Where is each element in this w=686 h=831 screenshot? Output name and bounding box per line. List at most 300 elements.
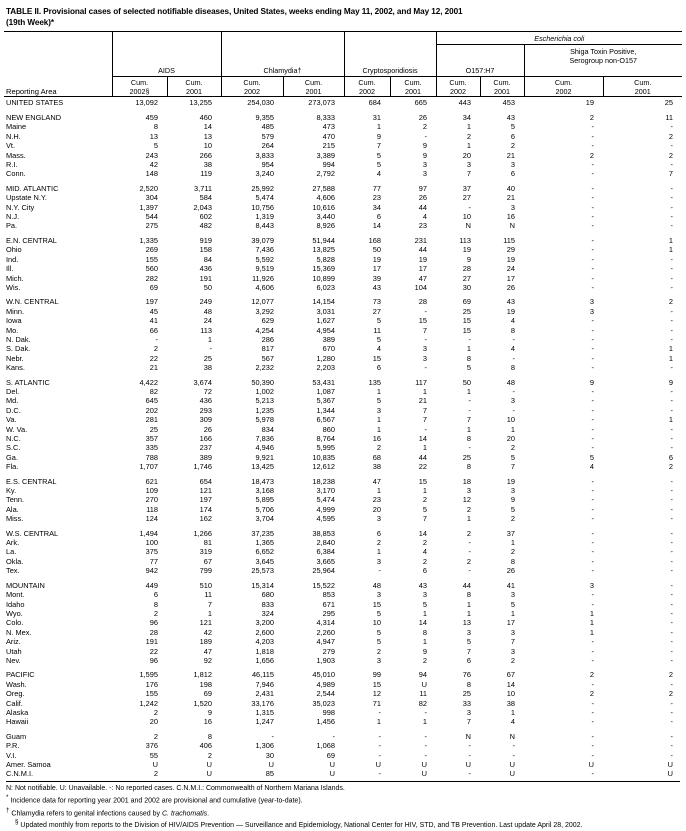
row-value-cell: 2 [422,556,427,566]
table-row [4,122,682,131]
hdr-year-label: 2002§ [129,86,150,96]
row-value-cell: 1,456 [316,717,335,727]
row-value-cell: 96 [149,655,158,665]
row-area-label: Mich. [6,273,24,283]
table-row [4,717,682,726]
row-value-cell: 3 [589,306,594,316]
row-value-cell: 1,235 [255,405,274,415]
row-value-cell: 11 [419,689,427,699]
row-value-cell: 1,335 [139,235,158,245]
row-value-cell: - [670,750,673,760]
row-value-cell: 15,314 [251,580,274,590]
row-value-cell: 21 [506,150,515,160]
row-value-cell: 99 [372,670,381,680]
hdr-cum-label: Cum. [554,78,573,88]
row-value-cell: 176 [145,679,158,689]
row-value-cell: - [512,386,515,396]
row-value-cell: 335 [145,443,158,453]
row-value-cell: - [468,547,471,557]
row-area-label: Oreg. [6,689,25,699]
row-value-cell: 28 [149,627,158,637]
row-value-cell: 4 [510,717,515,727]
table-row [4,495,682,504]
row-value-cell: 84 [203,254,212,264]
row-value-cell: 453 [502,98,515,107]
row-value-cell: 33 [462,698,471,708]
row-value-cell: 118 [146,504,158,514]
row-value-cell: - [670,434,673,443]
row-value-cell: - [670,590,673,600]
row-value-cell: 13,255 [189,98,212,107]
row-value-cell: 3,665 [316,556,335,566]
row-value-cell: 66 [149,325,158,335]
row-value-cell: 9,355 [255,113,274,122]
row-value-cell: 47 [372,476,381,486]
row-value-cell: 3 [510,646,515,656]
row-value-cell: 406 [199,741,212,751]
row-value-cell: 29 [506,245,515,255]
row-value-cell: 817 [261,344,274,354]
row-value-cell: 155 [145,689,158,699]
hdr-cum-label: Cum. [358,78,376,88]
row-value-cell: 9 [422,141,427,151]
hdr-group-cryptosporidiosis: Cryptosporidiosis [344,65,436,76]
row-value-cell: 4 [422,547,427,557]
row-value-cell: 14 [506,679,515,689]
row-area-label: Ind. [6,254,19,264]
row-area-label: Mo. [6,325,19,335]
row-value-cell: 8 [153,122,158,132]
table-row [4,628,682,637]
row-area-label: Pa. [6,221,18,231]
row-value-cell: - [468,443,471,453]
hdr-blank-corner-3 [4,65,112,76]
row-value-cell: 293 [199,405,212,415]
hdr-cum-label: Cum. [634,78,652,88]
row-value-cell: 37 [462,183,471,193]
hdr-group-chlamydia: Chlamydia† [221,65,344,76]
row-value-cell: 389 [322,334,335,344]
hdr-cum-label: Cum. [404,78,422,88]
row-value-cell: - [424,306,427,316]
row-value-cell: - [378,769,381,779]
footnote-2-symbol: † [6,806,10,814]
row-value-cell: 8,764 [316,434,335,443]
row-value-cell: - [591,334,594,344]
hdr-col-o157-2001 [480,76,524,97]
row-value-cell: 5,474 [316,495,335,505]
row-value-cell: 38 [506,698,515,708]
row-value-cell: 25 [664,98,673,107]
row-area-label: Conn. [6,169,26,179]
row-area-label: Nebr. [6,353,24,363]
row-value-cell: - [591,707,594,717]
row-value-cell: 33,176 [251,698,274,708]
row-value-cell: 8 [207,731,212,741]
row-value-cell: 1,002 [255,386,274,396]
row-area-label: N. Mex. [6,627,32,637]
row-value-cell: 357 [145,434,158,443]
footnote-1-symbol: * [6,794,9,802]
row-value-cell: 15,522 [312,580,335,590]
row-value-cell: 27,588 [312,183,335,193]
row-value-cell: 38 [203,160,212,170]
row-value-cell: 5,978 [255,415,274,425]
row-value-cell: 20 [149,717,158,727]
table-row [4,637,682,646]
table-row [4,656,682,665]
row-value-cell: 324 [261,608,274,618]
row-value-cell: 14 [203,122,212,132]
row-value-cell: 2 [668,297,673,307]
row-value-cell: 645 [145,396,158,406]
row-value-cell: 3 [510,627,515,637]
row-value-cell: - [670,608,673,618]
row-value-cell: 7 [422,405,427,415]
row-area-label: N. Dak. [6,334,31,344]
row-value-cell: 4,606 [255,282,274,292]
row-value-cell: 158 [199,245,212,255]
row-value-cell: 560 [145,264,158,274]
row-value-cell: 1 [589,608,594,618]
row-area-label: N.C. [6,434,21,443]
row-value-cell: 4,314 [316,618,335,628]
row-value-cell: 1 [422,637,427,647]
row-value-cell: 21 [149,363,158,373]
row-value-cell: 281 [145,415,158,425]
row-area-label: Wash. [6,679,27,689]
row-value-cell: 67 [506,670,515,680]
row-value-cell: 38,853 [312,528,335,538]
row-area-label: Ariz. [6,637,21,647]
row-value-cell: 21 [506,193,515,203]
table-row [4,477,682,486]
row-value-cell: 1 [510,608,515,618]
row-value-cell: 97 [418,183,427,193]
row-value-cell: 1 [466,514,471,524]
row-value-cell: 4 [422,212,427,222]
row-value-cell: 113 [200,325,212,335]
table-row [4,538,682,547]
row-value-cell: 10,835 [312,452,335,462]
table-row [4,307,682,316]
table-row [4,600,682,609]
row-value-cell: 1 [422,443,427,453]
row-value-cell: 2,431 [255,689,274,699]
row-value-cell: 2 [668,689,673,699]
row-value-cell: 148 [145,169,158,179]
row-value-cell: 6 [376,363,381,373]
table-row [4,680,682,689]
row-value-cell: 249 [199,297,212,307]
row-area-label: Colo. [6,618,24,628]
row-value-cell: 96 [149,618,158,628]
row-value-cell: U [421,679,427,689]
row-value-cell: 9 [376,131,381,141]
row-value-cell: 5,706 [255,504,274,514]
row-value-cell: 19 [506,306,515,316]
row-value-cell: 12,612 [312,462,335,472]
row-value-cell: 26 [418,193,427,203]
row-value-cell: 5,213 [255,396,274,406]
row-value-cell: 3 [422,169,427,179]
row-area-label: R.I. [6,160,18,170]
row-value-cell: - [591,160,594,170]
row-value-cell: 7,946 [255,679,274,689]
row-value-cell: 665 [414,98,427,107]
row-value-cell: 13,825 [312,245,335,255]
row-value-cell: 19 [506,254,515,264]
row-value-cell: - [670,707,673,717]
row-value-cell: 4,946 [255,443,274,453]
row-value-cell: 19 [418,254,427,264]
hdr-cum-label: Cum. [130,78,149,88]
row-value-cell: 73 [372,297,381,307]
row-value-cell: 50,390 [251,377,274,387]
row-value-cell: 5 [510,122,515,132]
row-value-cell: 3 [510,160,515,170]
row-value-cell: - [591,741,594,751]
row-value-cell: 12,077 [251,297,274,307]
row-value-cell: - [591,245,594,255]
row-value-cell: 8 [466,353,471,363]
row-value-cell: 2 [422,655,427,665]
table-row [4,751,682,760]
row-value-cell: - [670,424,673,434]
row-value-cell: 38 [372,462,381,472]
table-row [4,566,682,575]
row-value-cell: 7 [466,415,471,425]
row-value-cell: 30 [265,750,274,760]
row-area-label: N.Y. City [6,202,35,212]
row-value-cell: 8,443 [255,221,274,231]
row-value-cell: 26 [418,113,427,122]
row-value-cell: 460 [199,113,212,122]
row-value-cell: 43 [372,282,381,292]
row-value-cell: 4,947 [316,637,335,647]
row-value-cell: 69 [203,689,212,699]
row-value-cell: 2 [153,731,158,741]
row-value-cell: 275 [145,221,158,231]
row-area-label: Alaska [6,707,29,717]
row-value-cell: 269 [145,245,158,255]
row-area-label: PACIFIC [6,670,35,680]
row-value-cell: - [591,235,594,245]
row-value-cell: 2 [153,608,158,618]
row-value-cell: 7 [207,599,212,609]
row-value-cell: 5 [376,150,381,160]
table-row [4,335,682,344]
row-value-cell: 44 [418,202,427,212]
row-value-cell: 954 [261,160,274,170]
row-value-cell: 43 [418,580,427,590]
row-value-cell: 17 [506,273,515,283]
hdr-cum-label: Cum. [185,78,203,88]
hdr-blank-chlamydia-top [221,32,344,45]
row-value-cell: 7,836 [255,434,274,443]
row-value-cell: - [591,264,594,274]
row-value-cell: 37,235 [251,528,274,538]
table-row [4,203,682,212]
row-value-cell: 10,899 [312,273,335,283]
row-value-cell: 35,023 [312,698,335,708]
row-value-cell: 82 [149,386,158,396]
row-value-cell: 1 [668,235,673,245]
row-value-cell: 3 [589,580,594,590]
row-value-cell: 2,520 [139,183,158,193]
row-value-cell: 197 [199,495,212,505]
row-value-cell: - [591,495,594,505]
row-value-cell: 282 [145,273,158,283]
row-value-cell: 264 [261,141,274,151]
row-area-label: Kans. [6,363,25,373]
row-area-label: Ala. [6,504,19,514]
row-value-cell: 286 [261,334,274,344]
row-value-cell: U [421,760,427,769]
row-value-cell: 3 [376,405,381,415]
row-area-label: Ark. [6,538,20,548]
row-value-cell: 27 [372,306,381,316]
row-value-cell: - [424,707,427,717]
row-value-cell: - [591,590,594,600]
row-value-cell: - [670,495,673,505]
table-row [4,255,682,264]
row-value-cell: - [591,538,594,548]
row-value-cell: 25,992 [251,183,274,193]
row-value-cell: 4 [510,344,515,354]
row-value-cell: U [465,760,471,769]
row-value-cell: 197 [145,297,158,307]
row-value-cell: - [591,212,594,222]
row-value-cell: 13 [149,131,158,141]
row-value-cell: 2 [510,547,515,557]
row-value-cell: 19 [372,254,381,264]
table-row [4,689,682,698]
table-row [4,547,682,556]
row-area-label: Fla. [6,462,19,472]
row-value-cell: 1 [376,717,381,727]
row-value-cell: - [378,731,381,741]
row-value-cell: 621 [145,476,158,486]
hdr-reporting-area: Reporting Area [4,76,112,97]
row-value-cell: 544 [145,212,158,222]
row-value-cell: 22 [418,462,427,472]
row-value-cell: 2 [510,141,515,151]
table-row [4,363,682,372]
row-value-cell: 1 [466,386,471,396]
row-value-cell: 14 [372,221,381,231]
row-value-cell: 266 [199,150,212,160]
row-value-cell: 4,989 [316,679,335,689]
row-value-cell: 1 [510,538,515,548]
hdr-year-label: 2002 [555,86,572,96]
row-value-cell: 1,319 [255,212,274,222]
row-value-cell: 8 [466,462,471,472]
row-value-cell: 2 [510,514,515,524]
row-value-cell: 69 [149,282,158,292]
row-area-label: V.I. [6,750,17,760]
row-value-cell: - [670,627,673,637]
table-row [4,297,682,306]
header-row-shiga [4,44,682,65]
row-value-cell: 16 [203,717,212,727]
row-value-cell: 3 [510,202,515,212]
row-value-cell: - [424,424,427,434]
table-row [4,443,682,452]
row-value-cell: 34 [372,202,381,212]
row-area-label: Tenn. [6,495,25,505]
row-value-cell: - [670,556,673,566]
row-value-cell: - [670,698,673,708]
row-value-cell: 9 [668,377,673,387]
hdr-year-label: 2001 [305,86,322,96]
row-value-cell: - [670,717,673,727]
row-value-cell: 1,068 [316,741,335,751]
row-value-cell: 834 [261,424,274,434]
row-area-label: N.H. [6,131,21,141]
row-value-cell: 1,707 [139,462,158,472]
row-value-cell: 48 [203,306,212,316]
row-value-cell: 5 [376,160,381,170]
row-value-cell: 510 [199,580,212,590]
row-value-cell: 2 [510,443,515,453]
footnote-3-symbol: § [15,819,19,827]
row-value-cell: 2,232 [255,363,274,373]
row-value-cell: - [591,679,594,689]
row-value-cell: 13,092 [135,98,158,107]
row-value-cell: 6,652 [255,547,274,557]
row-value-cell: 8 [510,363,515,373]
row-value-cell: 1 [510,707,515,717]
row-value-cell: 1 [466,141,471,151]
hdr-col-shiga-2002 [524,76,603,97]
row-value-cell: 5 [510,452,515,462]
row-value-cell: 6 [376,212,381,222]
row-area-label: Vt. [6,141,16,151]
row-value-cell: 654 [199,476,212,486]
row-value-cell: 1,812 [193,670,212,680]
hdr-year-label: 2002 [244,86,260,96]
row-value-cell: - [591,731,594,741]
row-value-cell: 3 [466,707,471,717]
row-value-cell: 166 [199,434,212,443]
row-value-cell: 3 [466,160,471,170]
row-value-cell: 14 [418,618,427,628]
row-value-cell: 67 [203,556,212,566]
row-value-cell: 100 [145,538,158,548]
row-value-cell: 1 [589,627,594,637]
row-value-cell: 1,818 [255,646,274,656]
hdr-col-shiga-2001 [603,76,682,97]
row-value-cell: 23 [372,193,381,203]
row-value-cell: - [512,405,515,415]
table-title [0,0,686,28]
row-value-cell: 4,954 [316,325,335,335]
row-value-cell: - [670,486,673,496]
row-value-cell: 50 [203,282,212,292]
row-value-cell: 3 [510,486,515,496]
row-value-cell: 25 [462,306,471,316]
row-value-cell: 22 [149,646,158,656]
row-area-label: W. Va. [6,424,28,434]
row-value-cell: 12 [372,689,381,699]
row-value-cell: U [667,760,673,769]
row-value-cell: - [468,405,471,415]
table-row [4,590,682,599]
hdr-cum-label: Cum. [493,78,511,88]
row-value-cell: - [670,334,673,344]
row-value-cell: 31 [372,113,381,122]
